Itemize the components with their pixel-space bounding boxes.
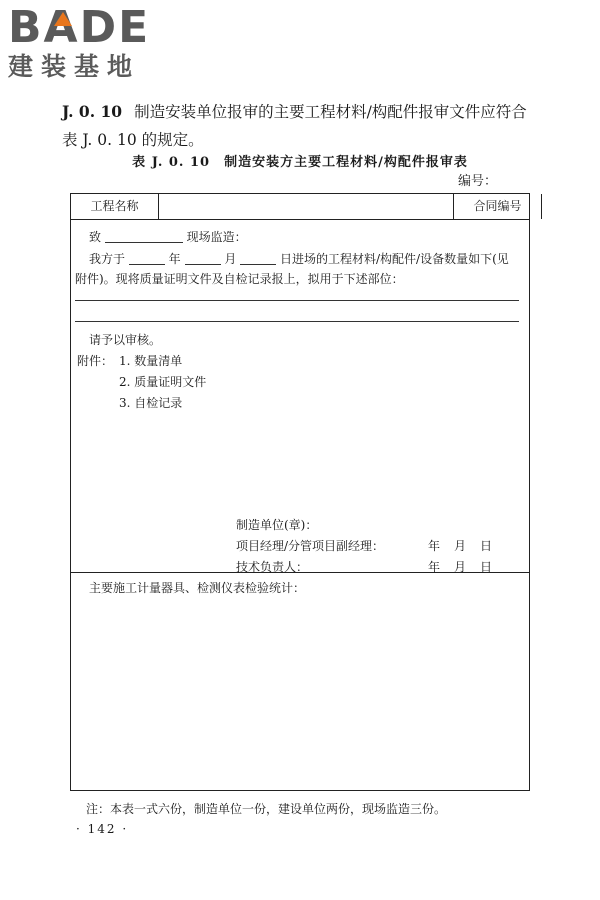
date-year: 年 (428, 539, 441, 553)
logo-brand: BADE (8, 2, 151, 53)
clause-text: 制造安装单位报审的主要工程材料/构配件报审文件应符合表 J. 0. 10 的规定。 (62, 103, 527, 149)
contract-no-label: 合同编号 (454, 194, 542, 219)
month-label: 月 (224, 252, 237, 266)
line1-prefix: 我方于 (89, 252, 126, 266)
year-blank[interactable] (129, 252, 165, 265)
supervisor-blank[interactable] (105, 230, 183, 243)
table-title: 表 J. 0. 10 制造安装方主要工程材料/构配件报审表 (132, 155, 468, 170)
addressee-line (89, 228, 247, 245)
attachment-item: 1. 数量清单 (119, 354, 183, 368)
serial-number-label: 编号： (458, 174, 498, 189)
logo-subtitle: 建装基地 (8, 52, 141, 81)
header-row (71, 194, 529, 220)
sign-tech-label: 技术负责人： (236, 560, 309, 574)
bade-logo (8, 4, 178, 82)
month-blank[interactable] (185, 252, 221, 265)
to-label: 致 (89, 230, 102, 244)
date-day: 日 (480, 560, 493, 574)
line1-suffix: 日进场的工程材料/构配件/设备数量如下(见 (280, 252, 509, 266)
attachment-item: 3. 自检记录 (119, 396, 183, 410)
entry-date-line (89, 250, 509, 267)
attachment-item: 2. 质量证明文件 (119, 375, 207, 389)
year-label: 年 (168, 252, 181, 266)
footnote: 注：本表一式六份，制造单位一份，建设单位两份，现场监造三份。 (86, 802, 447, 816)
request-text: 请予以审核。 (89, 333, 162, 347)
sign-pm-label: 项目经理/分管项目副经理： (236, 539, 385, 553)
review-form-table (70, 193, 530, 791)
instruments-label: 主要施工计量器具、检测仪表检验统计： (89, 581, 306, 595)
date-year: 年 (428, 560, 441, 574)
project-name-field[interactable] (159, 194, 454, 219)
date-month: 月 (454, 560, 467, 574)
pm-date (428, 537, 492, 554)
project-name-label: 工程名称 (71, 194, 159, 219)
page-number: · 142 · (76, 822, 129, 836)
sign-unit-label: 制造单位(章)： (236, 518, 318, 532)
clause-number: J. 0. 10 (62, 102, 123, 121)
submission-section (71, 220, 529, 573)
day-blank[interactable] (240, 252, 276, 265)
clause-paragraph (62, 98, 542, 154)
to-suffix: 现场监造： (186, 230, 247, 244)
location-rule-2[interactable] (75, 321, 519, 322)
tech-date (428, 558, 492, 575)
attachments-label: 附件： (77, 354, 114, 368)
location-rule-1[interactable] (75, 300, 519, 301)
date-day: 日 (480, 539, 493, 553)
logo-triangle-icon (54, 12, 72, 26)
date-month: 月 (454, 539, 467, 553)
line2: 附件)。现将质量证明文件及自检记录报上，拟用于下述部位： (75, 272, 404, 286)
